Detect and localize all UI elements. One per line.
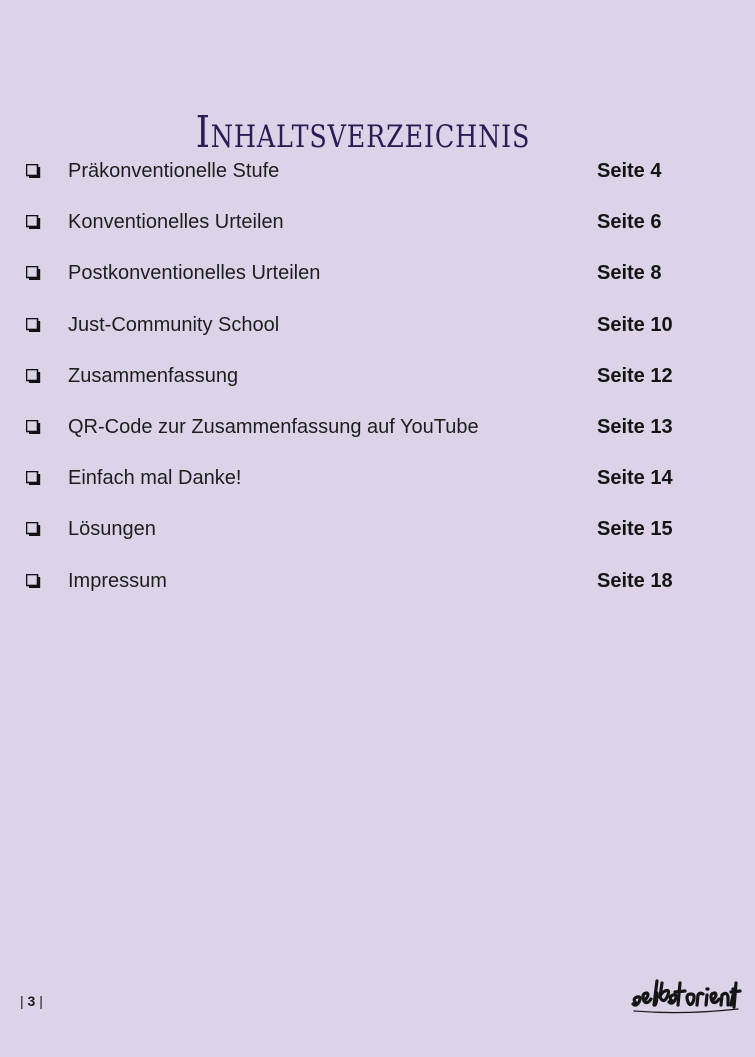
toc-entry-page: Seite 10: [597, 313, 673, 336]
toc-entry: [0, 452, 755, 503]
toc-entry-page: Seite 4: [597, 160, 662, 182]
checkbox-icon: [26, 318, 41, 333]
brand-logo: [630, 975, 742, 1017]
page-number-suffix: |: [35, 993, 43, 1009]
toc-entry-page: Seite 14: [597, 467, 673, 490]
toc-entry-page: Seite 13: [597, 415, 673, 438]
toc-entry: [0, 196, 755, 247]
toc-entry-title: Einfach mal Danke!: [68, 467, 242, 490]
toc-entry-page: Seite 12: [597, 364, 673, 387]
toc-entry-title: Just-Community School: [68, 313, 280, 336]
toc-entry-title: Impressum: [68, 569, 167, 592]
toc-entry: [0, 350, 755, 401]
toc-entry: [0, 401, 755, 452]
toc-entry: [0, 503, 755, 554]
toc-entry-title: Zusammenfassung: [68, 364, 239, 387]
table-of-contents: [0, 145, 755, 606]
toc-entry-page: Seite 6: [597, 211, 662, 234]
toc-entry-title: Präkonventionelle Stufe: [68, 160, 280, 182]
toc-entry-page: Seite 15: [597, 518, 673, 541]
toc-entry-page: Seite 18: [597, 569, 673, 592]
checkbox-icon: [26, 215, 41, 230]
checkbox-icon: [26, 522, 41, 537]
checkbox-icon: [26, 420, 41, 435]
checkbox-icon: [26, 574, 41, 589]
checkbox-icon: [26, 164, 41, 179]
page-number-value: 3: [27, 993, 36, 1009]
checkbox-icon: [26, 369, 41, 384]
toc-entry: [0, 145, 755, 196]
toc-entry-title: Lösungen: [68, 518, 156, 541]
toc-entry-title: QR-Code zur Zusammenfassung auf YouTube: [68, 415, 479, 438]
toc-entry-page: Seite 8: [597, 262, 662, 285]
page-title: Inhaltsverzeichnis: [195, 107, 531, 159]
toc-entry-title: Konventionelles Urteilen: [68, 211, 284, 234]
toc-entry-title: Postkonventionelles Urteilen: [68, 262, 321, 285]
toc-entry: [0, 247, 755, 298]
page-number-prefix: |: [20, 993, 28, 1009]
toc-entry: [0, 299, 755, 350]
toc-entry: [0, 555, 755, 606]
checkbox-icon: [26, 471, 41, 486]
checkbox-icon: [26, 266, 41, 281]
page-number: [20, 992, 43, 1010]
